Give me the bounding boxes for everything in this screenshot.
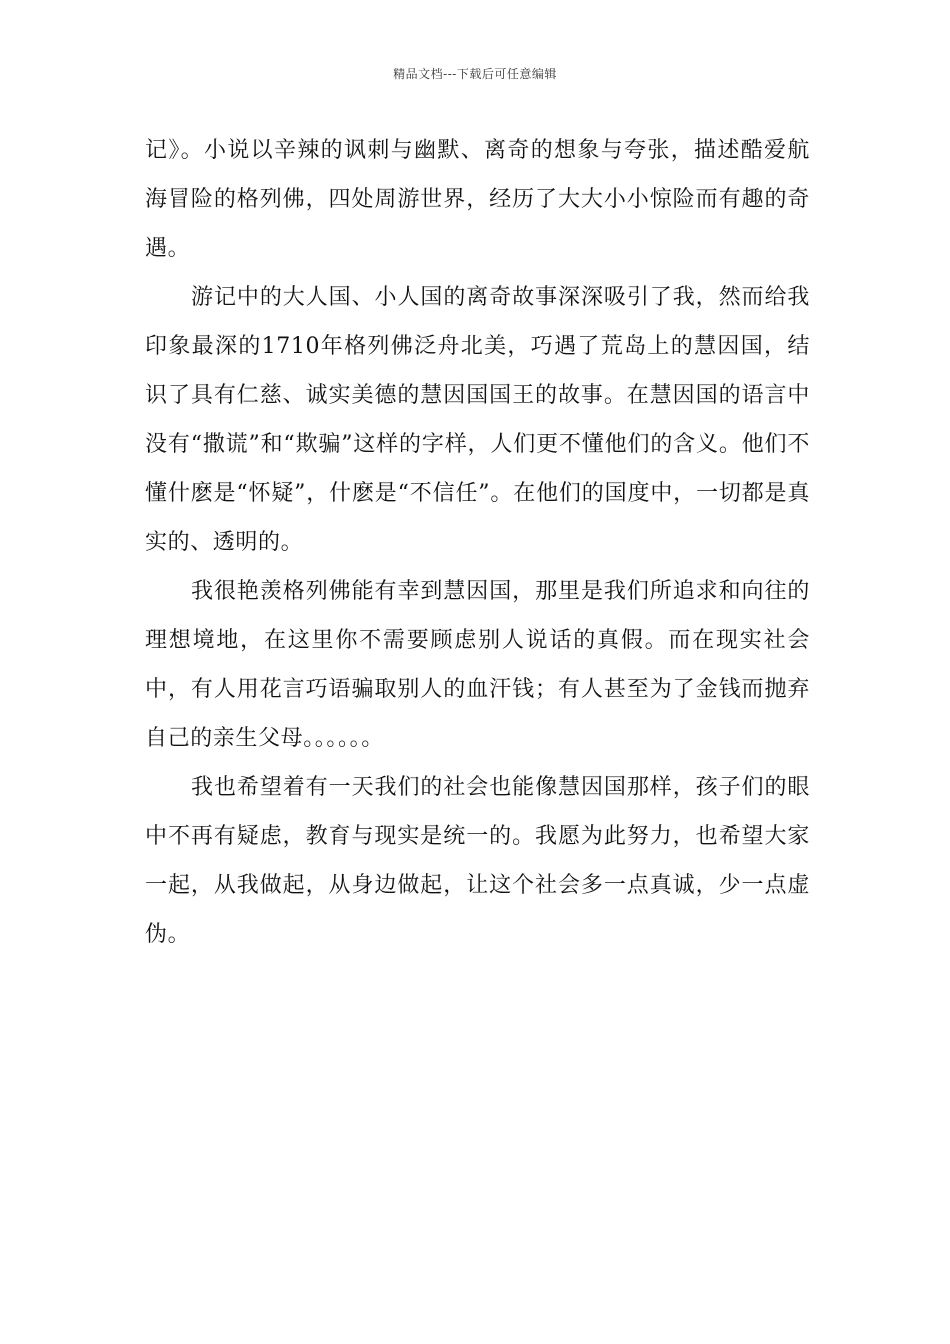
paragraph-1: 记》。小说以辛辣的讽刺与幽默、离奇的想象与夸张，描述酷爱航海冒险的格列佛，四处周游世界，经历了大大小小惊险而有趣的奇遇。 xyxy=(145,138,810,261)
page-header: 精品文档---下载后可任意编辑 xyxy=(393,67,557,81)
document-body xyxy=(145,126,810,959)
paragraph-4: 我也希望着有一天我们的社会也能像慧因国那样，孩子们的眼中不再有疑虑，教育与现实是统一的。我愿为此努力，也希望大家一起，从我做起，从身边做起，让这个社会多一点真诚，少一点虚伪。 xyxy=(145,775,810,947)
paragraph-2: 游记中的大人国、小人国的离奇故事深深吸引了我，然而给我印象最深的1710年格列佛泛舟北美，巧遇了荒岛上的慧因国，结识了具有仁慈、诚实美德的慧因国国王的故事。在慧因国的语言中没有“撒谎”和“欺骗”这样的字样，人们更不懂他们的含义。他们不懂什麽是“怀疑”，什麽是“不信任”。在他们的国度中，一切都是真实的、透明的。 xyxy=(145,285,810,555)
paragraph-3: 我很艳羡格列佛能有幸到慧因国，那里是我们所追求和向往的理想境地，在这里你不需要顾虑别人说话的真假。而在现实社会中，有人用花言巧语骗取别人的血汗钱；有人甚至为了金钱而抛弃自己的亲生父母。。。。。。 xyxy=(145,579,810,751)
